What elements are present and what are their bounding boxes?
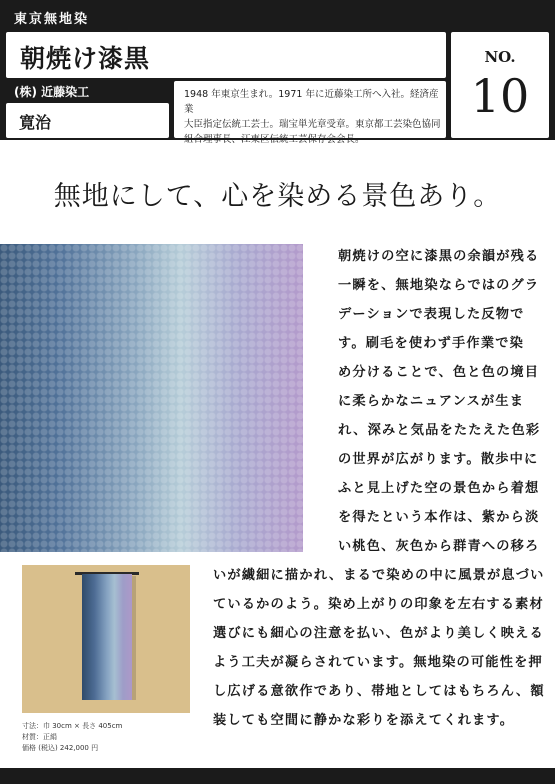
body-line: し広げる意欲作であり、帯地としてはもちろん、額: [213, 684, 545, 699]
fabric-shadow: [132, 576, 136, 700]
bio-line: 大臣指定伝統工芸士。瑞宝単光章受章。東京都工芸染色協同: [184, 119, 441, 130]
fabric-bolt-image: [82, 574, 132, 700]
bio-box: [174, 81, 446, 145]
company-name: (株) 近藤染工: [14, 85, 90, 99]
body-line: 朝焼けの空に漆黒の余韻が残る: [338, 249, 540, 264]
title-box: [6, 32, 446, 78]
spec-size: 寸法：巾 30cm × 長さ 405cm: [22, 722, 123, 730]
body-line: す。刷毛を使わず手作業で染: [338, 336, 524, 351]
number-label: NO.: [484, 48, 516, 66]
product-title: 朝焼け漆黒: [20, 44, 151, 73]
artisan-name: 寛治: [19, 113, 52, 132]
body-line: ふと見上げた空の景色から着想: [338, 481, 540, 496]
body-line: 選びにも細心の注意を払い、色がより美しく映える: [213, 626, 544, 641]
body-line: よう工夫が凝らされています。無地染の可能性を押: [213, 655, 543, 670]
category-label: 東京無地染: [14, 12, 90, 27]
body-line: 装しても空間に静かな彩りを添えてくれます。: [213, 713, 515, 728]
body-line: デーションで表現した反物で: [338, 307, 525, 322]
number-box: [451, 32, 549, 138]
body-line: れ、深みと気品をたたえた色彩: [338, 423, 541, 438]
spec-price: 価格 (税込) 242,000 円: [22, 744, 99, 752]
product-photo: [22, 565, 190, 713]
artisan-box: [6, 103, 169, 138]
body-line: の世界が広がります。散歩中に: [338, 452, 539, 467]
body-line: に柔らかなニュアンスが生ま: [338, 394, 525, 409]
body-line: を得たという本作は、紫から淡: [338, 510, 540, 525]
issue-number: 10: [470, 69, 530, 123]
body-line: ているかのよう。染め上がりの印象を左右する素材: [213, 597, 544, 612]
body-line: い桃色、灰色から群青への移ろ: [338, 539, 540, 554]
spec-material: 材質：正絹: [22, 733, 57, 741]
bio-line: 組合理事長、江東区伝統工芸保存会会長。: [184, 134, 365, 145]
body-line: 一瞬を、無地染ならではのグラ: [338, 278, 540, 293]
body-line: いが繊細に描かれ、まるで染めの中に風景が息づい: [213, 568, 545, 583]
artisan-bio: [184, 87, 442, 147]
footer-band: [0, 768, 555, 784]
fabric-closeup-image: [0, 244, 303, 552]
product-specs: [22, 721, 122, 754]
headline: 無地にして、心を染める景色あり。: [53, 181, 502, 212]
body-line: め分けることで、色と色の境目: [338, 365, 540, 380]
header-band: [0, 0, 555, 145]
bio-line: 1948 年東京生まれ。1971 年に近藤染工所へ入社。経済産業: [184, 89, 439, 115]
